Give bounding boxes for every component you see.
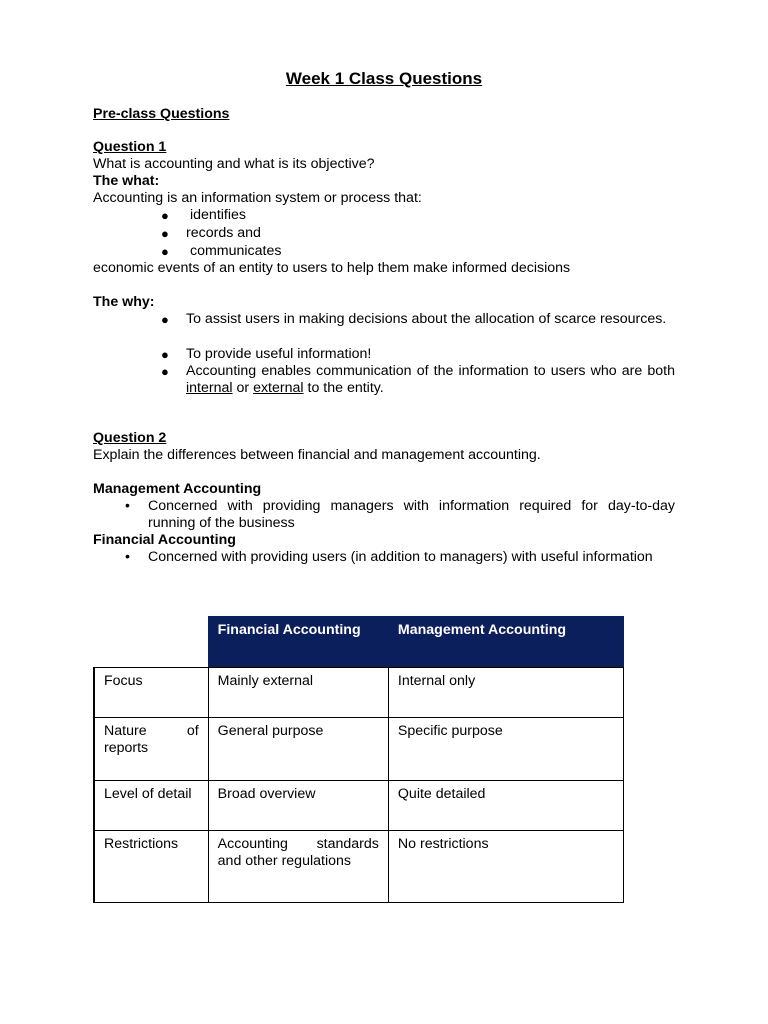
bullet-icon: ● [161,244,169,259]
financial-cell: Broad overview [208,781,388,831]
table-row [94,718,624,781]
question-2-prompt: Explain the differences between financial and management accounting. [93,447,541,463]
empty-header-cell [94,617,208,668]
list-item: ● To provide useful information! [161,346,372,362]
financial-cell: General purpose [208,718,388,781]
what-intro: Accounting is an information system or process that: [93,190,422,206]
bullet-icon: • [125,549,130,565]
financial-accounting-heading: Financial Accounting [93,532,236,548]
financial-cell: Accounting standards and other regulations [208,831,388,903]
bullet-icon: ● [161,208,169,223]
financial-accounting-item: • Concerned with providing users (in addition to managers) with useful information [125,549,653,565]
what-heading: The what: [93,173,160,189]
bullet-icon: ● [161,312,169,327]
row-label: Level of detail [94,781,208,831]
management-cell: Internal only [388,668,623,718]
bullet-icon: ● [161,364,169,379]
bullet-icon: ● [161,347,169,362]
question-2-heading: Question 2 [93,430,167,446]
row-label: Restrictions [94,831,208,903]
pre-class-heading: Pre-class Questions [93,106,230,122]
management-cell: No restrictions [388,831,623,903]
header-management-accounting: Management Accounting [388,617,623,668]
what-outro: economic events of an entity to users to help them make informed decisions [93,260,571,276]
why-heading: The why: [93,294,155,310]
financial-cell: Mainly external [208,668,388,718]
table-row [94,781,624,831]
bullet-icon: ● [161,226,169,241]
header-financial-accounting: Financial Accounting [208,617,388,668]
internal-term: internal [186,380,233,396]
external-term: external [253,380,304,396]
comparison-table [93,616,624,903]
row-label: Nature of reports [94,718,208,781]
list-item: ● To assist users in making decisions about the allocation of scarce resources. [161,311,667,327]
table-row [94,831,624,903]
management-cell: Quite detailed [388,781,623,831]
question-1-heading: Question 1 [93,139,167,155]
table-header-row [94,617,624,668]
management-accounting-heading: Management Accounting [93,481,262,497]
document-title: Week 1 Class Questions [285,69,483,88]
list-item: ● Accounting enables communication of the information to users who are both internal or external to the entity. [161,363,675,396]
management-accounting-item: • Concerned with providing managers with information required for day-to-day running of the business [125,498,675,531]
question-1-prompt: What is accounting and what is its objective? [93,156,375,172]
row-label: Focus [94,668,208,718]
table-row [94,668,624,718]
management-cell: Specific purpose [388,718,623,781]
bullet-icon: • [125,498,130,514]
why-list [93,311,675,397]
